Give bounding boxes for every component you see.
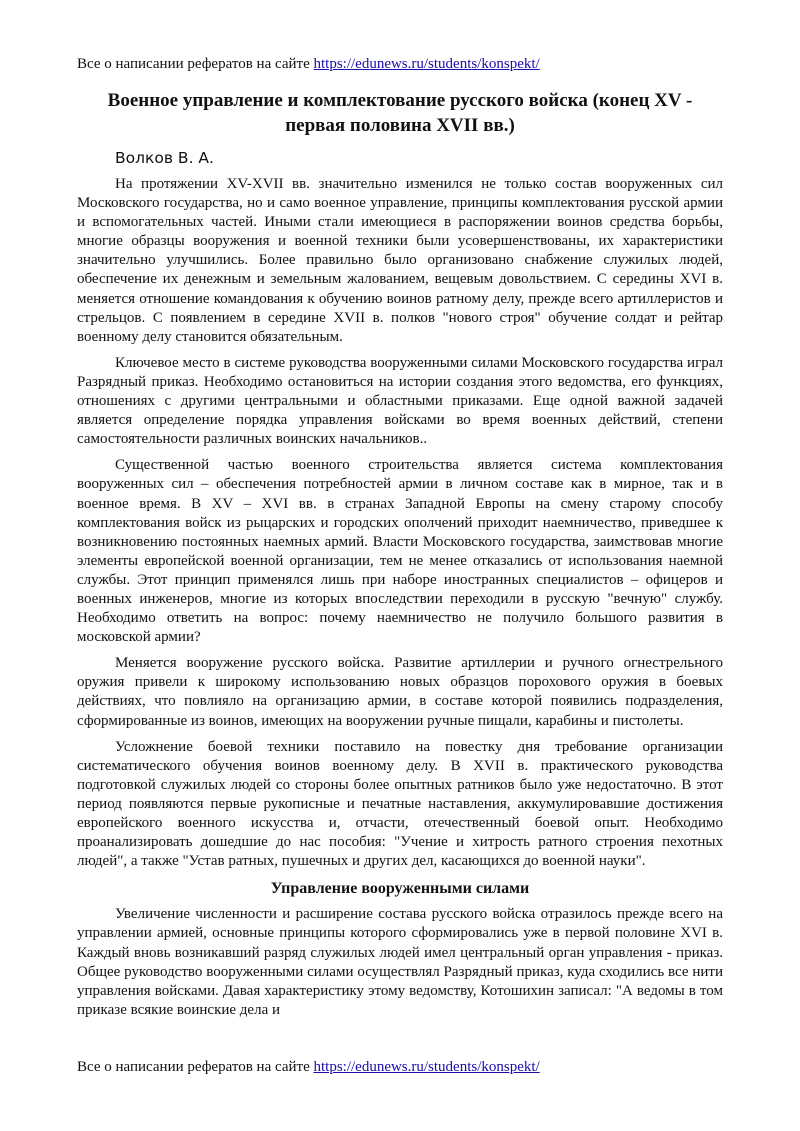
- section-heading: Управление вооруженными силами: [270, 880, 530, 898]
- paragraph: Существенной частью военного строительства является система комплектования вооруженных сил – обеспечения потребностей армии в личном составе как в мирное, так и в военное время. В XV – XVI вв. в странах Западной Европы на смену старому способу комплектования войск из рыцарских и городских ополчений приходит наемничество, приведшее к возникновению постоянных наемных армий. Власти Московского государства, заимствовав многие элементы европейской военной организации, тем не менее отказались от использования наемной службы. Этот принцип применялся лишь при наборе иностранных специалистов – офицеров и военных инженеров, многие из которых впоследствии переходили в русскую "вечную" службу. Необходимо ответить на вопрос: почему наемничество не получило большого развития в московской армии?: [77, 457, 723, 646]
- document-title: Военное управление и комплектование русского войска (конец XV - первая половина XVII вв.): [107, 90, 693, 136]
- paragraph: Меняется вооружение русского войска. Развитие артиллерии и ручного огнестрельного оружия привели к широкому использованию новых образцов порохового оружия в боевых действиях, что повлияло на организацию армии, в составе которой появились подразделения, сформированные из воинов, имеющих на вооружении ручные пищали, карабины и пистолеты.: [77, 655, 723, 729]
- page-footer: [77, 1058, 540, 1076]
- paragraph: Ключевое место в системе руководства вооруженными силами Московского государства играл Разрядный приказ. Необходимо остановиться на истории создания этого ведомства, его функциях, отношениях с другими центральными и областными приказами. Еще одной важной задачей является определение порядка управления войсками во время военных действий, степени самостоятельности различных воинских начальников..: [77, 354, 723, 448]
- page-header: [77, 55, 540, 73]
- footer-link[interactable]: https://edunews.ru/students/konspekt/: [313, 1059, 540, 1075]
- header-text: Все о написании рефератов на сайте: [77, 56, 314, 72]
- author-name: Волков В. А.: [115, 149, 214, 167]
- footer-text: Все о написании рефератов на сайте: [77, 1059, 314, 1075]
- header-link[interactable]: https://edunews.ru/students/konspekt/: [313, 56, 540, 72]
- paragraph: Усложнение боевой техники поставило на повестку дня требование организации систематического обучения воинов военному делу. В XVII в. практического руководства подготовкой служилых людей со стороны более опытных ратников было уже недостаточно. В этот период появляются первые рукописные и печатные наставления, аккумулировавшие достижения европейского военного искусства и, отчасти, отечественный боевой опыт. Необходимо проанализировать дошедшие до нас пособия: "Учение и хитрость ратного строения пехотных людей", а также "Устав ратных, пушечных и других дел, касающихся до военной науки".: [77, 738, 723, 870]
- document-body: [77, 175, 723, 1027]
- paragraph: Увеличение численности и расширение состава русского войска отразилось прежде всего на управлении армией, основные принципы которого сформировались уже в первой половине XVI в. Каждый вновь возникавший разряд служилых людей имел центральный орган управления - приказ. Общее руководство вооруженными силами осуществлял Разрядный приказ, куда сходились все нити управления войсками. Давая характеристику этому ведомству, Котошихин записал: "А ведомы в том приказе всякие воинские дела и: [77, 906, 723, 1018]
- paragraph: На протяжении XV-XVII вв. значительно изменился не только состав вооруженных сил Московского государства, но и само военное управление, принципы комплектования русской армии и вспомогательных частей. Иными стали имеющиеся в распоряжении воинов средства борьбы, многие образцы вооружения и военной техники были усовершенствованы, их характеристики значительно улучшились. Более правильно было организовано снабжение служилых людей, обеспечение их денежным и земельным жалованием, вещевым довольствием. С середины XVI в. меняется отношение командования к обучению воинов ратному делу, прежде всего артиллеристов и стрельцов. С появлением в середине XVII в. полков "нового строя" обучение солдат и рейтар военному делу становится обязательным.: [77, 176, 723, 345]
